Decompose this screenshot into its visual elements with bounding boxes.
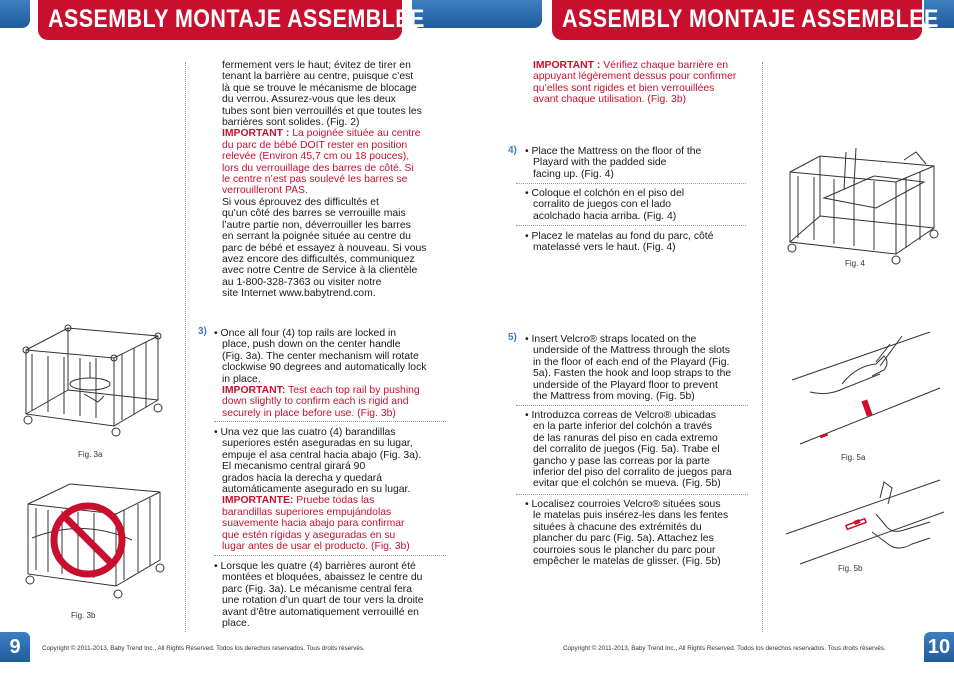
step-5-en-line: in the floor of each end of the Playard (Fig. bbox=[533, 356, 730, 368]
fig-3b-playard-prohibited-illustration bbox=[22, 478, 172, 608]
right-column-divider bbox=[762, 62, 763, 632]
step-3-en-line: clockwise 90 degrees and automatically lock bbox=[222, 362, 427, 374]
top-important-line: qu’elles sont rigides et bien verrouillées bbox=[533, 82, 715, 94]
step-5-en-line: 5a). Fasten the hook and loop straps to the bbox=[533, 368, 732, 380]
intro-help-line: qu’un côté des barres se verrouille mais bbox=[222, 208, 406, 220]
step-5-es-line: de las ranuras del piso en cada extremo bbox=[533, 432, 718, 444]
right-header-title: ASSEMBLY MONTAJE ASSEMBLEE bbox=[562, 5, 939, 33]
fig-4-mattress-illustration bbox=[784, 146, 944, 268]
intro-line: fermement vers le haut; évitez de tirer en bbox=[222, 60, 411, 71]
step-3-en-important: IMPORTANT: Test each top rail by pushing bbox=[222, 385, 420, 397]
fig-3a-caption: Fig. 3a bbox=[78, 450, 103, 459]
intro-important-line: relevée (Environ 45,7 cm ou 18 pouces), bbox=[222, 151, 410, 163]
step-3-en-important-line: securely in place before use. (Fig. 3b) bbox=[222, 407, 396, 419]
left-column-divider bbox=[185, 62, 186, 632]
step-5-es-line: en la parte inferior del colchón a través bbox=[533, 421, 713, 433]
step-5-en-line: the Mattress from moving. (Fig. 5b) bbox=[533, 391, 695, 403]
step-5-fr-line: le matelas puis insérez-les dans les fentes bbox=[533, 510, 729, 522]
step-3-fr-line: place. bbox=[222, 618, 250, 630]
intro-help-line: avez encore des difficultés, communiquez bbox=[222, 253, 415, 265]
intro-important-line: du parc de bébé DOIT rester en position bbox=[222, 139, 408, 151]
step-5-fr-line: plancher du parc (Fig. 5a). Attachez les bbox=[533, 533, 714, 545]
divider bbox=[214, 421, 446, 422]
intro-help-line: Si vous éprouvez des difficultés et bbox=[222, 196, 379, 208]
step-3-es-important-line: lugar antes de usar el producto. (Fig. 3b) bbox=[222, 541, 410, 553]
step-4-fr-line: matelassé vers le haut. (Fig. 4) bbox=[533, 242, 676, 254]
step-4-es-line: acolchado hacia arriba. (Fig. 4) bbox=[533, 210, 677, 222]
step-4-es-line: • Coloque el colchón en el piso del bbox=[525, 188, 685, 199]
step-5-es-line: evitar que el colchón se mueva. (Fig. 5b) bbox=[533, 478, 721, 490]
right-copyright: Copyright © 2011-2013, Baby Trend Inc., All Rights Reserved. Todos los derechos reservados. Tous droits réservés. bbox=[563, 645, 886, 652]
step-3-fr-line: • Lorsque les quatre (4) barrières auront été bbox=[214, 561, 416, 572]
step-3-es-important: IMPORTANTE: Pruebe todas las bbox=[222, 495, 375, 507]
fig-4-caption: Fig. 4 bbox=[845, 259, 866, 268]
intro-french-block bbox=[222, 60, 452, 300]
step-3-es-important-line: que estén rígidas y aseguradas en su bbox=[222, 529, 396, 541]
left-header bbox=[38, 0, 425, 40]
step-4-fr-line: • Placez le matelas au fond du parc, côté bbox=[525, 231, 714, 242]
fig-3b-caption: Fig. 3b bbox=[71, 611, 96, 620]
step-5-fr-line: courroies sous le plancher du parc pour bbox=[533, 544, 716, 556]
step-5-fr-line: empêcher le matelas de glisser. (Fig. 5b) bbox=[533, 556, 721, 568]
intro-help-line: en serrant la poignée située au centre du bbox=[222, 231, 411, 243]
top-important-line: avant chaque utilisation. (Fig. 3b) bbox=[533, 94, 687, 106]
fig-5a-velcro-strap-illustration bbox=[780, 326, 950, 452]
step-5-en-line: underside of the Mattress through the slots bbox=[533, 345, 730, 357]
top-tab-left bbox=[0, 0, 30, 28]
step-3-number: 3) bbox=[198, 326, 207, 337]
important-label: IMPORTANTE: bbox=[222, 495, 294, 507]
intro-help-line: site Internet www.babytrend.com. bbox=[222, 288, 376, 300]
top-important-line: appuyant légèrement dessus pour confirmer bbox=[533, 71, 737, 83]
step-5-es-line: inferior del piso del corralito de juegos para bbox=[533, 467, 732, 479]
divider bbox=[516, 183, 746, 184]
step-5-fr bbox=[525, 499, 757, 567]
step-5-en bbox=[525, 334, 757, 402]
step-4-es bbox=[525, 188, 750, 222]
step-4-es-line: corralito de juegos con el lado bbox=[533, 199, 672, 211]
intro-line: là que se trouve le mécanisme de blocage bbox=[222, 82, 417, 94]
step-3-es-line: • Una vez que las cuatro (4) barandillas bbox=[214, 427, 396, 438]
intro-important-line: le centre n’est pas soulevé les barres se bbox=[222, 174, 408, 186]
intro-important: IMPORTANT : La poignée située au centre bbox=[222, 128, 421, 140]
step-3-es-line: automáticamente asegurado en su lugar. bbox=[222, 484, 411, 496]
step-3-fr-line: parc (Fig. 3a). Le mécanisme central fera bbox=[222, 583, 412, 595]
step-3-en-line: place, push down on the center handle bbox=[222, 339, 401, 351]
step-5-en-line: • Insert Velcro® straps located on the bbox=[525, 334, 697, 345]
step-3-fr-line: avant d’être automatiquement verrouillé en bbox=[222, 606, 419, 618]
important-label: IMPORTANT : bbox=[222, 128, 290, 140]
fig-5b-fastening-illustration bbox=[780, 474, 950, 570]
important-label: IMPORTANT: bbox=[222, 385, 286, 397]
intro-important-line: verrouilleront PAS. bbox=[222, 185, 308, 197]
top-tab-center-left bbox=[412, 0, 542, 28]
step-3-en-line: in place. bbox=[222, 373, 261, 385]
step-3-fr bbox=[214, 561, 454, 629]
intro-help-line: l’autre partie non, déverrouiller les barres bbox=[222, 219, 411, 231]
top-important-block bbox=[533, 60, 759, 106]
divider bbox=[214, 555, 446, 556]
left-header-title: ASSEMBLY MONTAJE ASSEMBLEE bbox=[48, 5, 425, 33]
step-4-fr bbox=[525, 231, 750, 254]
intro-important-line: lors du verrouillage des barres de côté. Si bbox=[222, 162, 414, 174]
divider bbox=[516, 225, 746, 226]
fig-3a-playard-illustration bbox=[18, 322, 168, 442]
step-5-en-line: underside of the Playard floor to prevent bbox=[533, 379, 718, 391]
step-3-en-line: • Once all four (4) top rails are locked in bbox=[214, 328, 397, 339]
step-3-fr-line: une rotation d’un quart de tour vers la droite bbox=[222, 595, 424, 607]
step-4-en-line: facing up. (Fig. 4) bbox=[533, 168, 614, 180]
right-header bbox=[552, 0, 939, 40]
page-number-9: 9 bbox=[0, 632, 30, 662]
intro-line: du verrou. Assurez-vous que les deux bbox=[222, 94, 396, 106]
step-5-es-line: gancho y pase las correas por la parte bbox=[533, 455, 710, 467]
divider bbox=[516, 494, 748, 495]
divider bbox=[516, 405, 748, 406]
step-5-es-line: del corralito de juegos (Fig. 5a). Trabe el bbox=[533, 444, 720, 456]
step-4-en bbox=[525, 146, 750, 180]
intro-help-line: parc de bébé et essayez à nouveau. Si vous bbox=[222, 242, 427, 254]
left-copyright: Copyright © 2011-2013, Baby Trend Inc., All Rights Reserved. Todos los derechos reservados. Tous droits réservés. bbox=[42, 645, 365, 652]
step-3-en-line: (Fig. 3a). The center mechanism will rotate bbox=[222, 350, 419, 362]
top-important-first: IMPORTANT : Vérifiez chaque barrière en bbox=[533, 60, 728, 71]
step-4-en-line: • Place the Mattress on the floor of the bbox=[525, 146, 702, 157]
fig-5a-caption: Fig. 5a bbox=[841, 453, 866, 462]
important-label: IMPORTANT : bbox=[533, 60, 601, 71]
step-5-fr-line: situées à chacune des extrémités du bbox=[533, 521, 702, 533]
step-5-es bbox=[525, 410, 757, 490]
step-3-fr-line: montées et bloquées, abaissez le centre du bbox=[222, 572, 423, 584]
step-3-es-line: El mecanismo central girará 90 bbox=[222, 461, 366, 473]
step-4-number: 4) bbox=[508, 145, 517, 156]
page-number-10: 10 bbox=[924, 632, 954, 662]
step-3-en bbox=[214, 328, 450, 419]
step-3-en-important-line: down slightly to confirm each is rigid and bbox=[222, 396, 409, 408]
intro-line: tenant la barrière au centre, puisque c’est bbox=[222, 71, 414, 83]
intro-line: barrières sont solides. (Fig. 2) bbox=[222, 117, 360, 129]
step-3-es-line: empuje el asa central hacia abajo (Fig. 3a). bbox=[222, 449, 422, 461]
intro-help-line: avec notre Centre de Service à la clientèle bbox=[222, 265, 418, 277]
step-5-es-line: • Introduzca correas de Velcro® ubicadas bbox=[525, 410, 716, 421]
step-3-es-line: superiores estén aseguradas en su lugar, bbox=[222, 438, 413, 450]
step-5-number: 5) bbox=[508, 332, 517, 343]
step-3-es bbox=[214, 427, 450, 552]
step-3-es-important-line: barandillas superiores empujándolas bbox=[222, 506, 392, 518]
intro-line: tubes sont bien verrouillés et que toutes les bbox=[222, 105, 422, 117]
step-3-es-line: grados hacia la derecha y quedará bbox=[222, 472, 383, 484]
step-4-en-line: Playard with the padded side bbox=[533, 157, 667, 169]
step-5-fr-line: • Localisez courroies Velcro® situées sous bbox=[525, 499, 721, 510]
step-3-es-important-line: suavemente hacia abajo para confirmar bbox=[222, 518, 405, 530]
intro-help-line: au 1-800-328-7363 ou visiter notre bbox=[222, 276, 382, 288]
fig-5b-caption: Fig. 5b bbox=[838, 564, 863, 573]
